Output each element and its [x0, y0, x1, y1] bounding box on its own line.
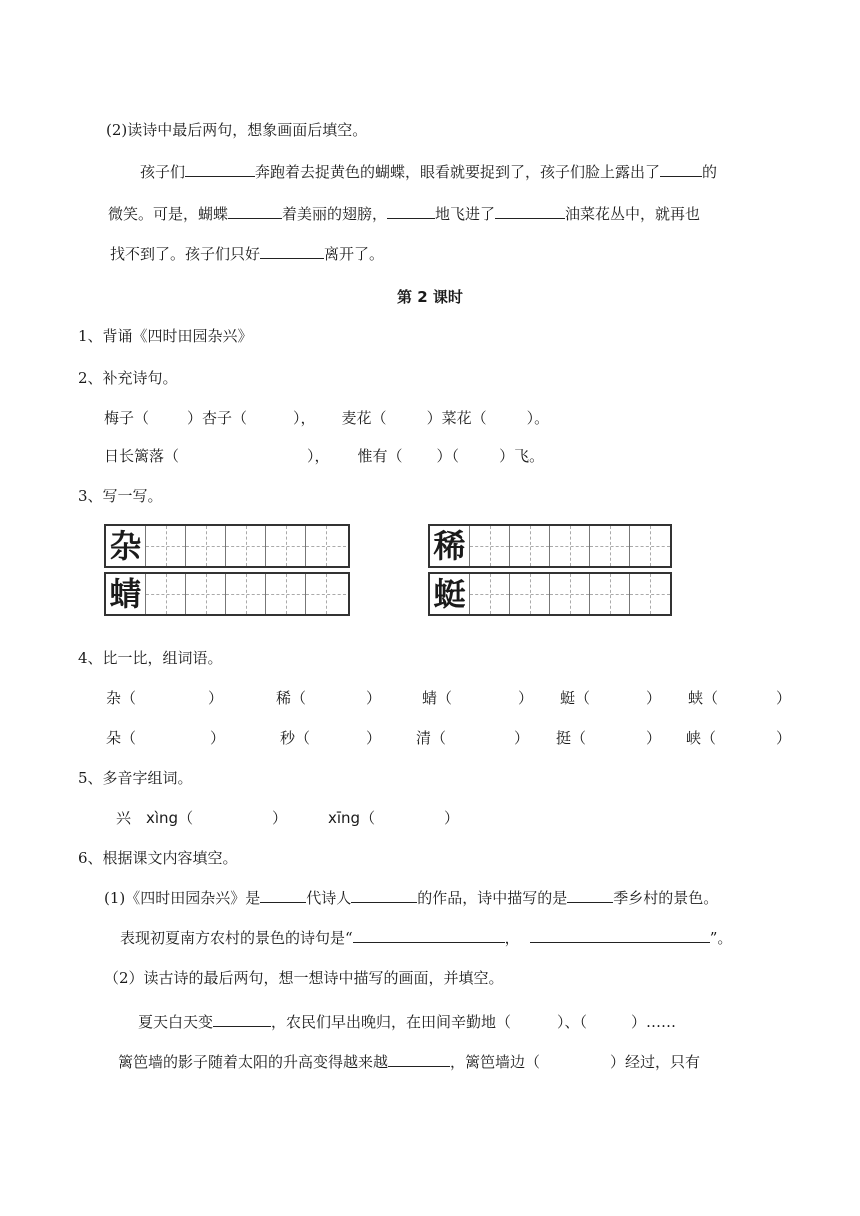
text: 篱笆墙的影子随着太阳的升高变得越来越 — [118, 1053, 389, 1071]
grid-cell[interactable] — [226, 526, 266, 566]
grid-cell[interactable] — [510, 526, 550, 566]
text: ”。 — [709, 929, 733, 947]
compare-close: ） — [776, 689, 792, 707]
question-3: 3、写一写。 — [78, 487, 163, 505]
text: ，篱笆墙边（ — [450, 1053, 541, 1071]
question-4: 4、比一比，组词语。 — [78, 649, 223, 667]
text: 季乡村的景色。 — [613, 889, 719, 907]
polyphone-char: 兴 — [116, 809, 132, 827]
lesson-title: 第 2 课时 — [397, 288, 463, 306]
grid-char-cell — [106, 574, 146, 614]
question-2: 2、补充诗句。 — [78, 369, 178, 387]
compare-close: ） — [366, 689, 382, 707]
question-2-title: (2)读诗中最后两句，想象画面后填空。 — [106, 121, 368, 139]
fill-blank[interactable] — [530, 928, 710, 943]
grid-cell[interactable] — [146, 526, 186, 566]
fill-blank[interactable] — [228, 204, 282, 219]
text: ）经过，只有 — [610, 1053, 701, 1071]
grid-cell[interactable] — [470, 526, 510, 566]
fill-blank[interactable] — [353, 928, 505, 943]
fill-blank[interactable] — [567, 888, 613, 903]
q6-sub1-line — [104, 888, 718, 908]
text: ）， — [293, 409, 316, 427]
grid-cell[interactable] — [186, 526, 226, 566]
question-6: 6、根据课文内容填空。 — [78, 849, 238, 867]
text: 地飞进了 — [435, 205, 496, 223]
text: ，农民们早出晚归，在田间辛勤地（ — [271, 1013, 512, 1031]
fill-blank[interactable] — [387, 204, 435, 219]
text: ）。 — [526, 409, 550, 427]
fill-blank[interactable] — [213, 1012, 271, 1027]
grid-cell[interactable] — [630, 526, 670, 566]
fill-blank[interactable] — [388, 1052, 450, 1067]
grid-cell[interactable] — [630, 574, 670, 614]
text: ， — [504, 929, 520, 947]
text: 油菜花丛中，就再也 — [565, 205, 701, 223]
compare-close: ） — [514, 729, 530, 747]
fill-blank[interactable] — [495, 204, 565, 219]
grid-cell[interactable] — [226, 574, 266, 614]
question-1: 1、背诵《四时田园杂兴》 — [78, 327, 253, 345]
text: ）飞。 — [499, 447, 545, 465]
text: (1)《四时田园杂兴》是 — [104, 889, 261, 907]
compare-word: 秒（ — [280, 729, 311, 747]
text: 梅子（ — [104, 409, 150, 427]
text: 的作品，诗中描写的是 — [417, 889, 568, 907]
grid-cell[interactable] — [186, 574, 226, 614]
compare-close: ） — [208, 689, 224, 707]
grid-char-cell — [430, 574, 470, 614]
text: 孩子们 — [140, 163, 186, 181]
text: 惟有（ — [357, 447, 403, 465]
fill-blank[interactable] — [260, 888, 306, 903]
compare-close: ） — [518, 689, 534, 707]
grid-cell[interactable] — [590, 574, 630, 614]
compare-word: 清（ — [416, 729, 447, 747]
compare-close: ） — [776, 729, 792, 747]
model-char: 稀 — [433, 527, 466, 565]
text: 奔跑着去捉黄色的蝴蝶，眼看就要捉到了，孩子们脸上露出了 — [255, 163, 661, 181]
grid-cell[interactable] — [550, 574, 590, 614]
grid-cell[interactable] — [510, 574, 550, 614]
text: 日长篱落（ — [104, 447, 180, 465]
grid-cell[interactable] — [590, 526, 630, 566]
text: ）菜花（ — [426, 409, 487, 427]
paragraph-line-3 — [110, 244, 384, 264]
pinyin-xing4: xìng（ — [146, 809, 194, 827]
q6-sub2-title: （2）读古诗的最后两句，想一想诗中描写的画面，并填空。 — [104, 969, 504, 987]
compare-word: 蛱（ — [688, 689, 719, 707]
pinyin-xing1: xīng（ — [328, 809, 376, 827]
model-char: 蜓 — [433, 575, 466, 613]
grid-cell[interactable] — [470, 574, 510, 614]
fill-blank[interactable] — [260, 244, 324, 259]
text: 微笑。可是，蝴蝶 — [108, 205, 229, 223]
compare-word: 蜻（ — [422, 689, 453, 707]
text: ）…… — [631, 1013, 677, 1031]
compare-word: 峡（ — [686, 729, 717, 747]
q6-sub1-poem-line — [120, 928, 732, 948]
text: ）杏子（ — [187, 409, 248, 427]
writing-grid-za — [104, 524, 350, 568]
text: ）， — [307, 447, 330, 465]
grid-cell[interactable] — [266, 574, 306, 614]
compare-word: 稀（ — [276, 689, 307, 707]
compare-close: ） — [366, 729, 382, 747]
grid-cell[interactable] — [146, 574, 186, 614]
writing-grid-ting — [428, 572, 672, 616]
text: 找不到了。孩子们只好 — [110, 245, 261, 263]
compare-word: 挺（ — [556, 729, 587, 747]
grid-cell[interactable] — [306, 574, 346, 614]
fill-blank[interactable] — [660, 162, 702, 177]
paragraph-line-2 — [108, 204, 700, 224]
text: 麦花（ — [341, 409, 387, 427]
pinyin-xing4-close: ） — [272, 809, 288, 827]
fill-blank[interactable] — [185, 162, 255, 177]
grid-cell[interactable] — [550, 526, 590, 566]
grid-cell[interactable] — [306, 526, 346, 566]
writing-grid-qing — [104, 572, 350, 616]
grid-char-cell — [106, 526, 146, 566]
model-char: 蜻 — [109, 575, 142, 613]
question-5: 5、多音字组词。 — [78, 769, 193, 787]
paragraph-line-1 — [140, 162, 717, 182]
text: 离开了。 — [324, 245, 385, 263]
poem-line-1 — [104, 408, 549, 428]
compare-word: 杂（ — [106, 689, 137, 707]
q6-sub2-line-2 — [118, 1052, 700, 1072]
compare-close: ） — [646, 689, 662, 707]
writing-grid-xi — [428, 524, 672, 568]
fill-blank[interactable] — [351, 888, 417, 903]
text: ）（ — [436, 447, 460, 465]
q6-sub2-line-1 — [138, 1012, 676, 1032]
compare-close: ） — [210, 729, 226, 747]
poem-line-2 — [104, 446, 544, 466]
pinyin-xing1-close: ） — [444, 809, 460, 827]
text: 夏天白天变 — [138, 1013, 214, 1031]
text: 的 — [702, 163, 718, 181]
text: ）、（ — [557, 1013, 588, 1031]
text: 着美丽的翅膀， — [282, 205, 388, 223]
compare-close: ） — [646, 729, 662, 747]
text: 表现初夏南方农村的景色的诗句是“ — [120, 929, 353, 947]
compare-word: 朵（ — [106, 729, 137, 747]
grid-char-cell — [430, 526, 470, 566]
text: 代诗人 — [306, 889, 352, 907]
compare-word: 蜓（ — [560, 689, 591, 707]
grid-cell[interactable] — [266, 526, 306, 566]
model-char: 杂 — [109, 527, 142, 565]
